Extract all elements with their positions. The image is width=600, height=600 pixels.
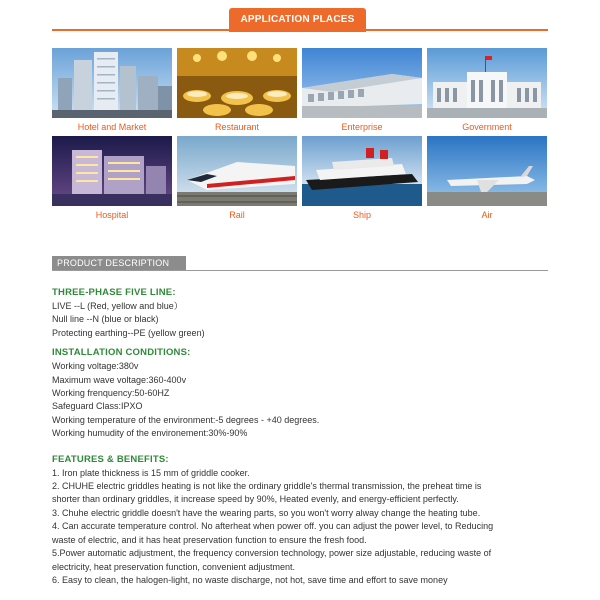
place-caption: Hotel and Market <box>77 122 147 132</box>
text-line: 3. Chuhe electric griddle doesn't have the wearing parts, so you won't worry alway change the heating tube. <box>52 507 481 518</box>
government-building-icon <box>427 48 547 118</box>
text-line: Working frenquency:50-60HZ <box>52 388 170 399</box>
text-line: shorter than ordinary griddles, it increase speed by 90%, Heated evenly, and energy-efficient perfectly. <box>52 494 459 505</box>
text-line: Safeguard Class:IPXO <box>52 401 143 412</box>
product-description-header <box>52 256 548 271</box>
text-line: 6. Easy to clean, the halogen-light, no waste discharge, not hot, save time and effort to save money <box>52 574 448 585</box>
place-restaurant <box>177 48 297 132</box>
place-caption: Rail <box>229 210 245 220</box>
hospital-building-icon <box>52 136 172 206</box>
place-caption: Enterprise <box>341 122 383 132</box>
high-speed-train-icon <box>177 136 297 206</box>
text-line: 1. Iron plate thickness is 15 mm of griddle cooker. <box>52 467 250 478</box>
text-line: Working temperature of the environment:-5 degrees - +40 degrees. <box>52 414 320 425</box>
city-buildings-icon <box>52 48 172 118</box>
text-line: Maximum wave voltage:360-400v <box>52 374 187 385</box>
section-label: PRODUCT DESCRIPTION <box>52 256 186 270</box>
cruise-ship-icon <box>302 136 422 206</box>
text-line: Protecting earthing--PE (yellow green) <box>52 327 205 338</box>
text-line: 4. Can accurate temperature control. No afterheat when power off. you can adjust the power level, to Reducing <box>52 521 494 532</box>
airplane-icon <box>427 136 547 206</box>
place-air <box>427 136 547 220</box>
factory-building-icon <box>302 48 422 118</box>
text-line: 5.Power automatic adjustment, the frequency conversion technology, power size adjustable, reducing waste of <box>52 548 492 559</box>
banquet-hall-icon <box>177 48 297 118</box>
place-enterprise <box>302 48 422 132</box>
place-government <box>427 48 547 132</box>
text-line: electricity, heat preservation function, convenient adjustment. <box>52 561 295 572</box>
text-line: Working humudity of the environement:30%-90% <box>52 428 248 439</box>
text-line: LIVE --L (Red, yellow and blue） <box>52 301 183 311</box>
place-caption: Ship <box>352 210 371 220</box>
place-ship <box>302 136 422 220</box>
place-caption: Air <box>481 210 493 220</box>
place-caption: Hospital <box>95 210 129 220</box>
text-line: 2. CHUHE electric griddles heating is not like the ordinary griddle's thermal transmission, the preheat time is <box>52 481 482 492</box>
text-line: waste of electric, and it has heat preservation function to ensure the fresh food. <box>52 534 367 545</box>
features-heading: FEATURES & BENEFITS: <box>52 453 169 465</box>
product-description <box>52 286 548 587</box>
place-hospital <box>52 136 172 220</box>
place-caption: Government <box>462 122 512 132</box>
text-line: Null line --N (blue or black) <box>52 314 159 325</box>
place-hotel-and-market <box>52 48 172 132</box>
place-caption: Restaurant <box>214 122 260 132</box>
three-phase-heading: THREE-PHASE FIVE LINE: <box>52 287 176 298</box>
application-places-tab: APPLICATION PLACES <box>229 8 366 32</box>
text-line: Working voltage:380v <box>52 361 139 372</box>
place-rail <box>177 136 297 220</box>
installation-heading: INSTALLATION CONDITIONS: <box>52 347 191 359</box>
